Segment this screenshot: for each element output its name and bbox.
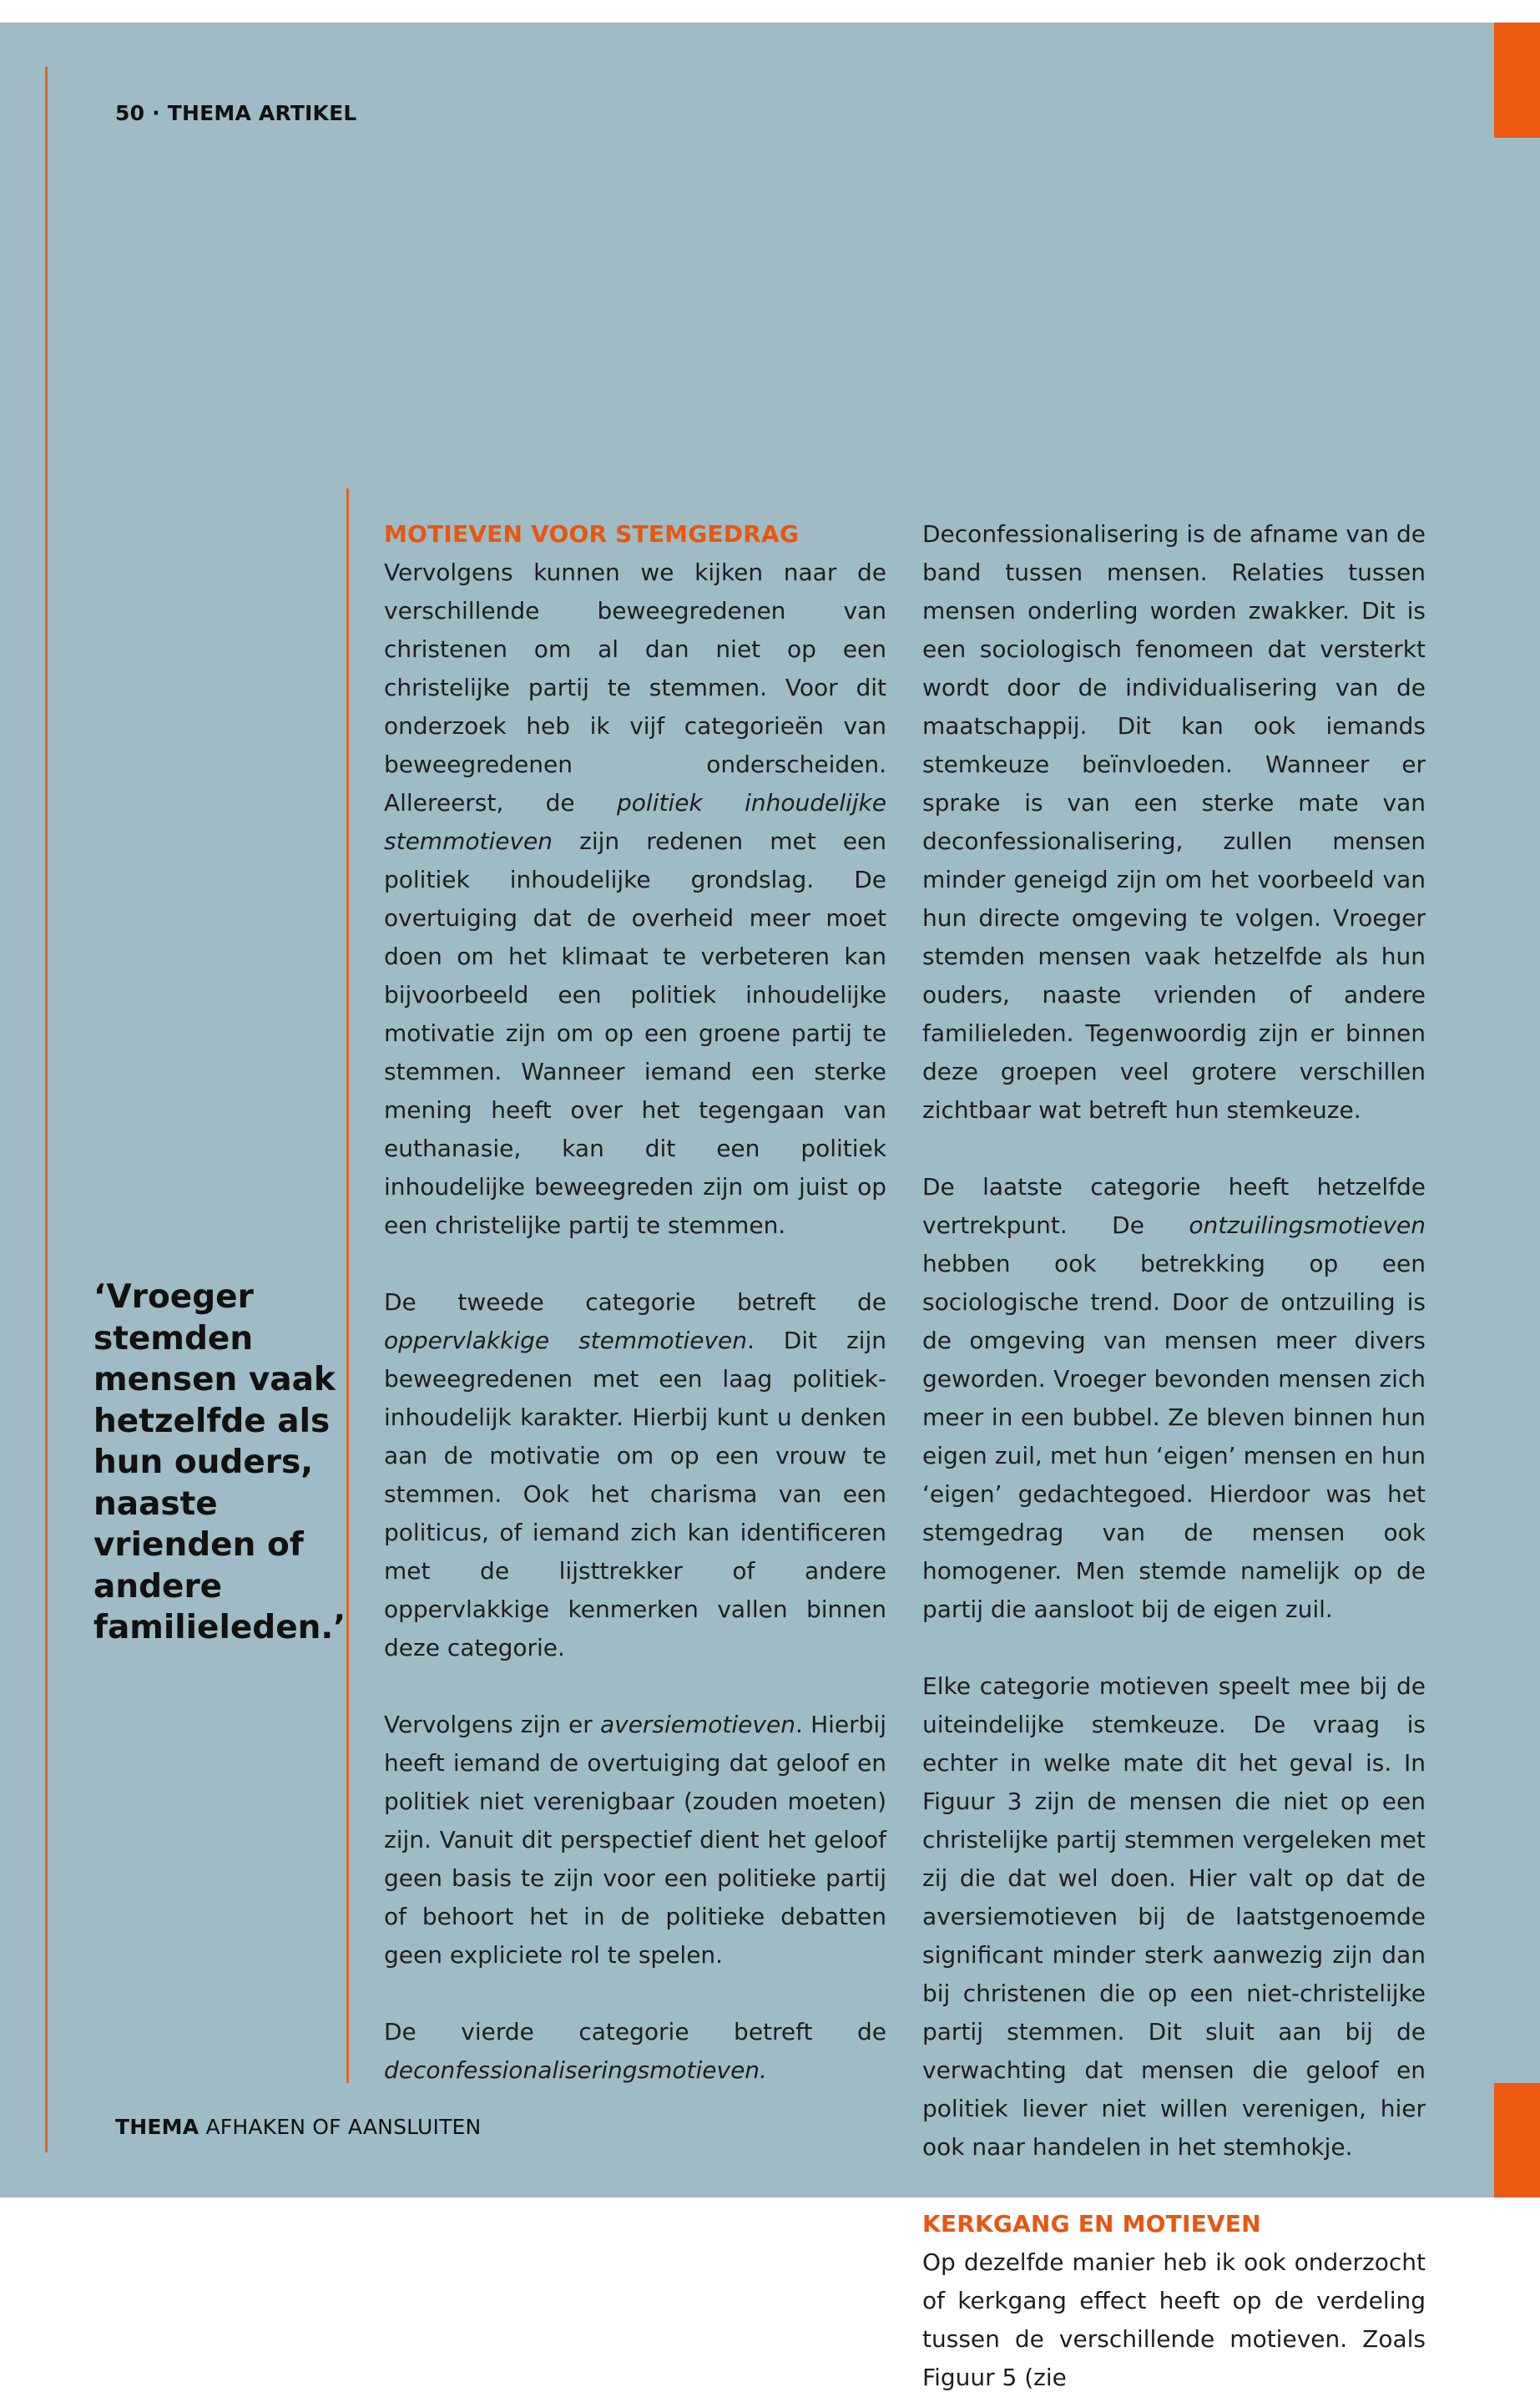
left-margin-rule	[45, 67, 48, 2152]
running-header	[115, 101, 357, 125]
page-number: 50	[115, 101, 145, 125]
paragraph-4-continued: Deconfessionalisering is de afname van de band tussen mensen. Relaties tussen mensen onderling worden zwakker. Dit is een sociologisch fenomeen dat versterkt wordt door de individualisering van de maatschappij. Dit kan ook iemands stemkeuze beïnvloeden. Wanneer er sprake is van een sterke mate van deconfessionalisering, zullen mensen minder geneigd zijn om het voorbeeld van hun directe omgeving te volgen. Vroeger stemden mensen vaak hetzelfde als hun ouders, naaste vrienden of andere familieleden. Tegenwoordig zijn er binnen deze groepen veel grotere verschillen zichtbaar wat betreft hun stemkeuze.	[922, 520, 1426, 1124]
footer-magazine: THEMA	[115, 2115, 199, 2139]
paragraph-2: De tweede categorie betreft de oppervlakkige stemmotieven. Dit zijn beweegredenen met een laag politiek-inhoudelijk karakter. Hierbij kunt u denken aan de motivatie om op een vrouw te stemmen. Ook het charisma van een politicus, of iemand zich kan identificeren met de lijsttrekker of andere oppervlakkige kenmerken vallen binnen deze categorie.	[384, 1288, 886, 1661]
running-footer	[115, 2115, 481, 2139]
orange-edge-tab-bottom	[1494, 2083, 1540, 2197]
magazine-page	[0, 23, 1540, 2391]
pull-quote: ‘Vroeger stemden mensen vaak hetzelfde als hun ouders, naaste vrienden of andere familieleden.’	[93, 1278, 346, 1646]
paragraph-1: Vervolgens kunnen we kijken naar de verschillende beweegredenen van christenen om al dan niet op een christelijke partij te stemmen. Voor dit onderzoek heb ik vijf categorieën van beweegredenen onderscheiden. Allereerst, de politiek inhoudelijke stemmotieven zijn redenen met een politiek inhoudelijke grondslag. De overtuiging dat de overheid meer moet doen om het klimaat te verbeteren kan bijvoorbeeld een politiek inhoudelijke motivatie zijn om op een groene partij te stemmen. Wanneer iemand een sterke mening heeft over het tegengaan van euthanasie, kan dit een politiek inhoudelijke beweegreden zijn om juist op een christelijke partij te stemmen.	[384, 559, 886, 1239]
article-column-1	[384, 515, 886, 2090]
paragraph-6: Elke categorie motieven speelt mee bij de uiteindelijke stemkeuze. De vraag is echter in welke mate dit het geval is. In Figuur 3 zijn de mensen die niet op een christelijke partij stemmen vergeleken met zij die dat wel doen. Hier valt op dat de aversiemotieven bij de laatstgenoemde significant minder sterk aanwezig zijn dan bij christenen die op een niet-christelijke partij stemmen. Dit sluit aan bij de verwachting dat mensen die geloof en politiek liever niet willen verenigen, hier ook naar handelen in het stemhokje.	[922, 1672, 1426, 2161]
orange-edge-tab-top	[1494, 23, 1540, 138]
section-heading-motieven: MOTIEVEN VOOR STEMGEDRAG	[384, 520, 800, 548]
section-label: THEMA ARTIKEL	[167, 101, 357, 125]
paragraph-7: Op dezelfde manier heb ik ook onderzocht of kerkgang effect heeft op de verdeling tussen de verschillende motieven. Zoals Figuur 5 (zie	[922, 2248, 1426, 2391]
paragraph-4-start: De vierde categorie betreft de deconfessionaliseringsmotieven.	[384, 2018, 886, 2084]
footer-issue-title: AFHAKEN OF AANSLUITEN	[205, 2115, 482, 2139]
column-rule	[346, 488, 349, 2083]
paragraph-5: De laatste categorie heeft hetzelfde vertrekpunt. De ontzuilingsmotieven hebben ook betrekking op een sociologische trend. Door de ontzuiling is de omgeving van mensen meer divers geworden. Vroeger bevonden mensen zich meer in een bubbel. Ze bleven binnen hun eigen zuil, met hun ‘eigen’ mensen en hun ‘eigen’ gedachtegoed. Hierdoor was het stemgedrag van de mensen ook homogener. Men stemde namelijk op de partij die aansloot bij de eigen zuil.	[922, 1173, 1426, 1623]
section-heading-kerkgang: KERKGANG EN MOTIEVEN	[922, 2210, 1261, 2238]
header-separator: ·	[152, 101, 160, 125]
article-column-2	[922, 515, 1426, 2397]
paragraph-3: Vervolgens zijn er aversiemotieven. Hierbij heeft iemand de overtuiging dat geloof en politiek niet verenigbaar (zouden moeten) zijn. Vanuit dit perspectief dient het geloof geen basis te zijn voor een politieke partij of behoort het in de politieke debatten geen expliciete rol te spelen.	[384, 1711, 886, 1969]
